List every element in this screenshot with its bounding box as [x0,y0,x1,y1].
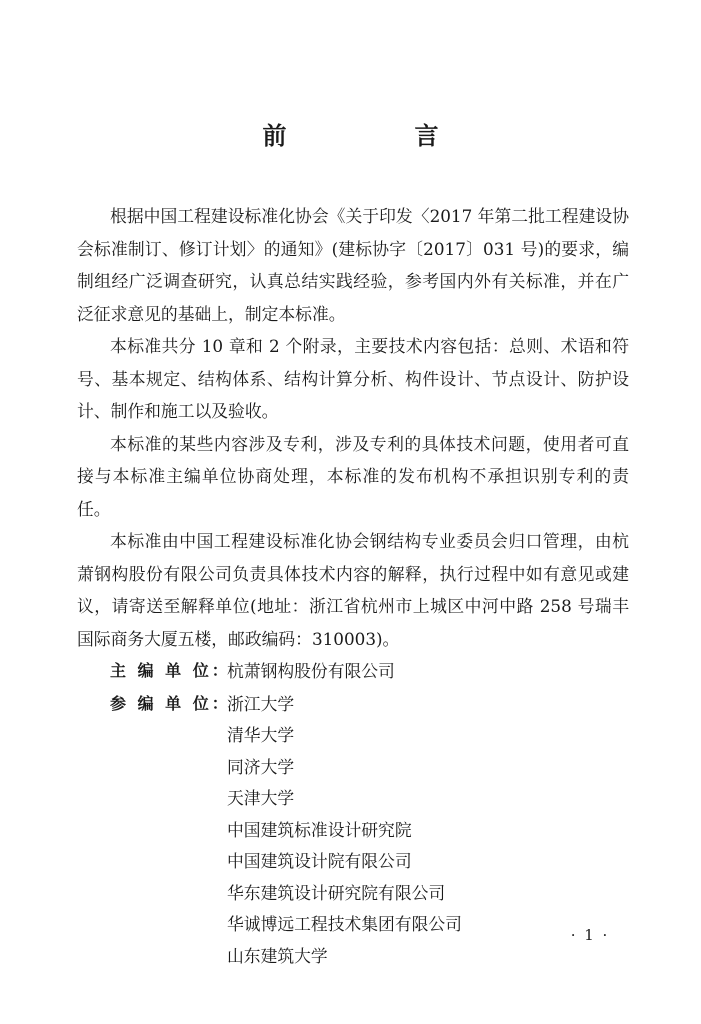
participating-unit: 山东建筑大学 [227,945,328,966]
paragraph-2: 本标准共分 10 章和 2 个附录，主要技术内容包括：总则、术语和符号、基本规定、结构体系、结构计算分析、构件设计、节点设计、防护设计、制作和施工以及验收。 [77,336,629,421]
page-number: · 1 · [570,926,610,944]
chief-editor-value: 杭萧钢构股份有限公司 [227,661,395,681]
paragraph-3: 本标准的某些内容涉及专利，涉及专利的具体技术问题，使用者可直接与本标准主编单位协商处理，本标准的发布机构不承担识别专利的责任。 [77,433,629,519]
foreword-body [77,200,629,972]
participating-unit: 中国建筑设计院有限公司 [227,851,412,871]
page-title: 前 言 [262,122,491,150]
participating-list [77,720,629,972]
participating-unit: 同济大学 [227,756,295,777]
participating-unit: 浙江大学 [227,693,295,714]
participating-unit: 天津大学 [227,788,295,808]
participating-label: 参 编 单 位： [110,693,231,713]
participating-unit: 华诚博远工程技术集团有限公司 [227,914,462,934]
participating-unit: 中国建筑标准设计研究院 [227,819,412,840]
chief-editor-row [77,655,629,688]
participating-row [77,688,629,721]
paragraph-4: 本标准由中国工程建设标准化协会钢结构专业委员会归口管理，由杭萧钢构股份有限公司负责具体技术内容的解释，执行过程中如有意见或建议，请寄送至解释单位(地址：浙江省杭州市上城区中河中路 258 号瑞丰国际商务大厦五楼，邮政编码：310003)。 [77,531,629,649]
chief-editor-label: 主 编 单 位： [110,661,231,680]
participating-unit: 华东建筑设计研究院有限公司 [227,882,446,903]
participating-unit: 清华大学 [227,725,295,745]
paragraph-1: 根据中国工程建设标准化协会《关于印发〈2017 年第二批工程建设协会标准制订、修订计划〉的通知》(建标协字〔2017〕031 号)的要求，编制组经广泛调查研究，认真总结实践经验，参考国内外有关标准，并在广泛征求意见的基础上，制定本标准。 [77,206,629,324]
